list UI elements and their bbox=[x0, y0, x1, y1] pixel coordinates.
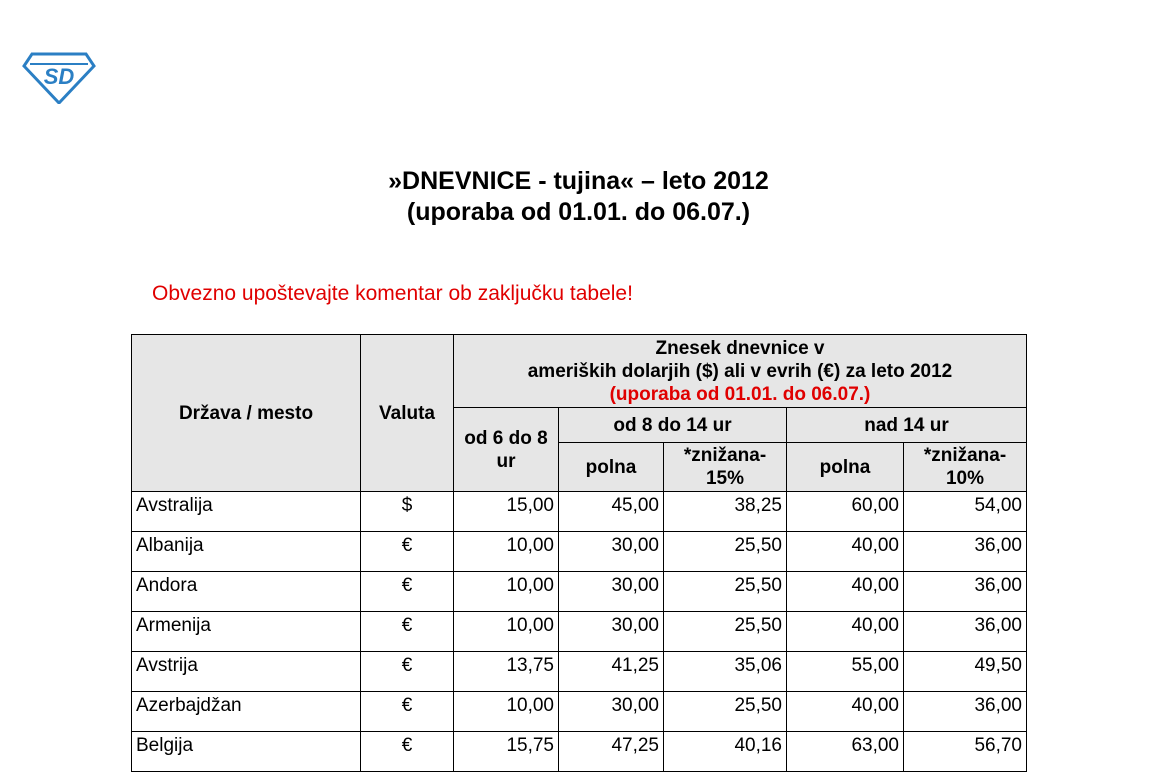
cell-6-8-hours: 15,00 bbox=[454, 492, 559, 532]
cell-over-14-full: 40,00 bbox=[787, 692, 904, 732]
title-line-2: (uporaba od 01.01. do 06.07.) bbox=[406, 198, 751, 226]
sd-diamond-logo-icon bbox=[22, 48, 96, 104]
cell-country: Avstrija bbox=[132, 652, 361, 692]
table-row bbox=[132, 572, 1027, 612]
comment-warning: Obvezno upoštevajte komentar ob zaključku tabele! bbox=[152, 282, 633, 305]
cell-currency: € bbox=[361, 652, 454, 692]
header-8-14-hours: od 8 do 14 ur bbox=[559, 408, 787, 443]
table-row bbox=[132, 492, 1027, 532]
cell-8-14-full: 30,00 bbox=[559, 692, 664, 732]
cell-country: Albanija bbox=[132, 532, 361, 572]
cell-country: Andora bbox=[132, 572, 361, 612]
cell-6-8-hours: 10,00 bbox=[454, 572, 559, 612]
cell-8-14-reduced: 35,06 bbox=[664, 652, 787, 692]
cell-over-14-reduced: 54,00 bbox=[904, 492, 1027, 532]
cell-currency: € bbox=[361, 532, 454, 572]
cell-country: Armenija bbox=[132, 612, 361, 652]
title-line-1: »DNEVNICE - tujina« – leto 2012 bbox=[388, 167, 769, 195]
header-over-14-hours: nad 14 ur bbox=[787, 408, 1027, 443]
cell-currency: € bbox=[361, 572, 454, 612]
svg-text:SD: SD bbox=[43, 64, 75, 89]
table-row bbox=[132, 732, 1027, 772]
cell-6-8-hours: 10,00 bbox=[454, 612, 559, 652]
cell-over-14-reduced: 36,00 bbox=[904, 612, 1027, 652]
cell-currency: € bbox=[361, 732, 454, 772]
header-amount-line-1: Znesek dnevnice v bbox=[655, 337, 825, 359]
table-row bbox=[132, 692, 1027, 732]
cell-over-14-reduced: 36,00 bbox=[904, 692, 1027, 732]
header-over-14-reduced: *znižana-10% bbox=[904, 443, 1027, 492]
cell-6-8-hours: 10,00 bbox=[454, 532, 559, 572]
cell-8-14-full: 30,00 bbox=[559, 572, 664, 612]
cell-8-14-full: 30,00 bbox=[559, 532, 664, 572]
header-8-14-full: polna bbox=[559, 443, 664, 492]
table-header bbox=[132, 335, 1027, 492]
cell-currency: $ bbox=[361, 492, 454, 532]
cell-8-14-reduced: 40,16 bbox=[664, 732, 787, 772]
header-6-8-hours: od 6 do 8 ur bbox=[454, 408, 559, 492]
cell-8-14-full: 45,00 bbox=[559, 492, 664, 532]
header-amount bbox=[454, 335, 1027, 408]
document-title bbox=[0, 166, 1157, 228]
cell-8-14-reduced: 25,50 bbox=[664, 692, 787, 732]
header-over-14-full: polna bbox=[787, 443, 904, 492]
table-body bbox=[132, 492, 1027, 772]
cell-6-8-hours: 13,75 bbox=[454, 652, 559, 692]
cell-8-14-reduced: 25,50 bbox=[664, 612, 787, 652]
per-diem-table bbox=[131, 334, 1027, 772]
cell-8-14-full: 30,00 bbox=[559, 612, 664, 652]
cell-over-14-reduced: 36,00 bbox=[904, 532, 1027, 572]
cell-over-14-full: 40,00 bbox=[787, 572, 904, 612]
cell-over-14-full: 55,00 bbox=[787, 652, 904, 692]
cell-country: Belgija bbox=[132, 732, 361, 772]
cell-6-8-hours: 15,75 bbox=[454, 732, 559, 772]
cell-over-14-full: 63,00 bbox=[787, 732, 904, 772]
cell-8-14-reduced: 25,50 bbox=[664, 572, 787, 612]
table-row bbox=[132, 652, 1027, 692]
header-8-14-reduced: *znižana-15% bbox=[664, 443, 787, 492]
cell-8-14-reduced: 38,25 bbox=[664, 492, 787, 532]
cell-country: Avstralija bbox=[132, 492, 361, 532]
cell-8-14-reduced: 25,50 bbox=[664, 532, 787, 572]
cell-8-14-full: 47,25 bbox=[559, 732, 664, 772]
table-row bbox=[132, 612, 1027, 652]
cell-over-14-full: 60,00 bbox=[787, 492, 904, 532]
table-row bbox=[132, 532, 1027, 572]
cell-country: Azerbajdžan bbox=[132, 692, 361, 732]
header-country: Država / mesto bbox=[132, 335, 361, 492]
cell-over-14-reduced: 49,50 bbox=[904, 652, 1027, 692]
cell-over-14-reduced: 56,70 bbox=[904, 732, 1027, 772]
cell-over-14-full: 40,00 bbox=[787, 612, 904, 652]
cell-over-14-reduced: 36,00 bbox=[904, 572, 1027, 612]
cell-currency: € bbox=[361, 612, 454, 652]
cell-currency: € bbox=[361, 692, 454, 732]
header-amount-period: (uporaba od 01.01. do 06.07.) bbox=[609, 383, 871, 405]
cell-8-14-full: 41,25 bbox=[559, 652, 664, 692]
cell-over-14-full: 40,00 bbox=[787, 532, 904, 572]
header-currency: Valuta bbox=[361, 335, 454, 492]
cell-6-8-hours: 10,00 bbox=[454, 692, 559, 732]
header-amount-line-2: ameriških dolarjih ($) ali v evrih (€) za leto 2012 bbox=[527, 360, 953, 382]
